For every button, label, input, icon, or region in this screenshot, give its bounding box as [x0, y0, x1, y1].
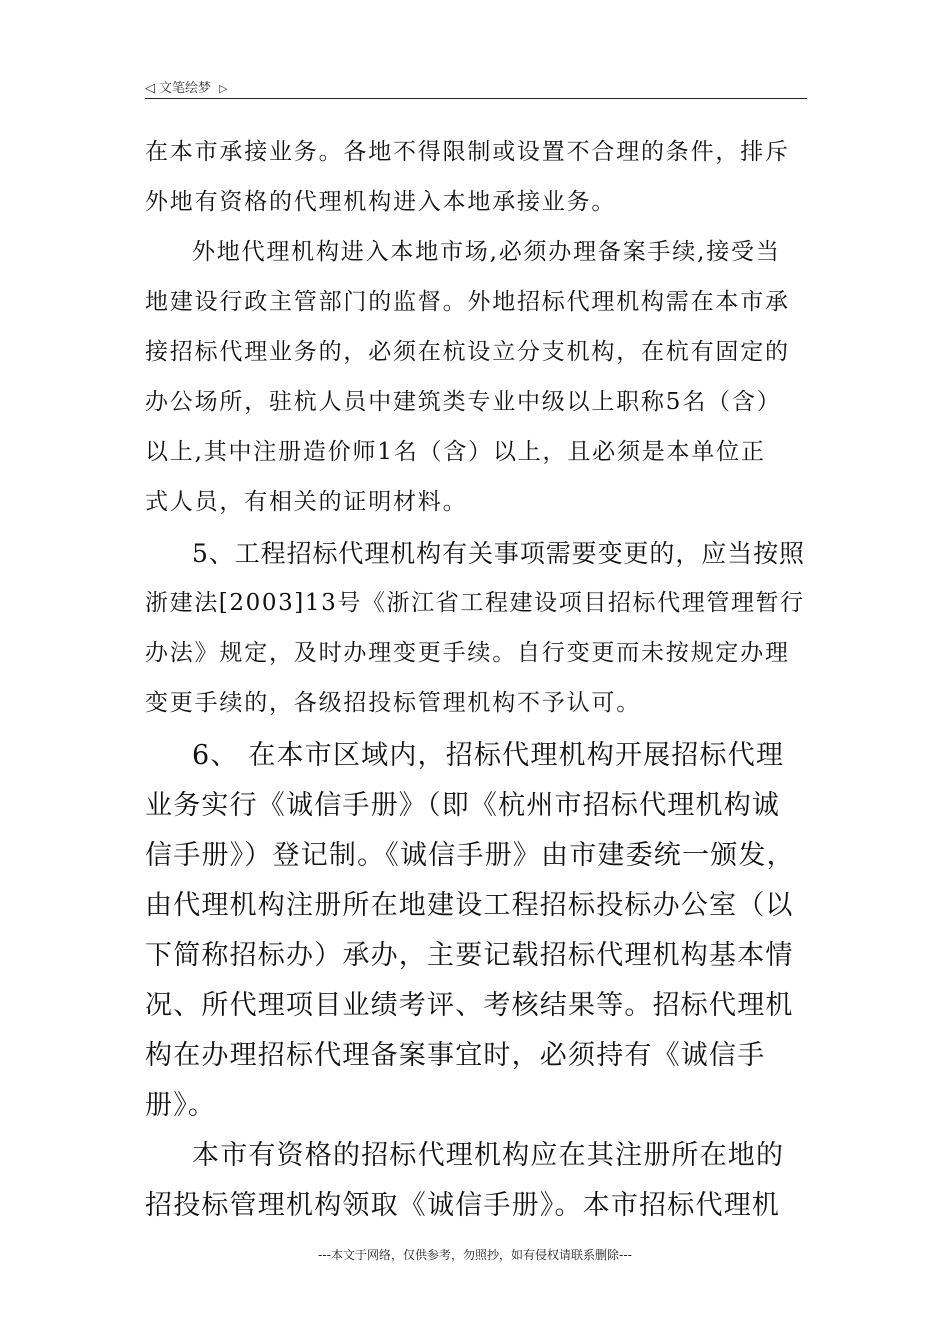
text-line: 由代理机构注册所在地建设工程招标投标办公室（以 — [145, 890, 794, 921]
text-line: 以上,其中注册造价师1名（含）以上，且必须是本单位正 — [145, 439, 766, 465]
text-line: 接招标代理业务的，必须在杭设立分支机构，在杭有固定的 — [145, 339, 790, 365]
text-line: 办公场所，驻杭人员中建筑类专业中级以上职称5名（含） — [145, 389, 782, 415]
header-label — [145, 77, 227, 96]
text-line: 办法》规定，及时办理变更手续。自行变更而未按规定办理 — [145, 640, 790, 666]
text-line: 5、工程招标代理机构有关事项需要变更的，应当按照 — [192, 539, 805, 568]
text-line: 下简称招标办）承办，主要记载招标代理机构基本情 — [145, 940, 794, 971]
text-line: 册》。 — [145, 1090, 217, 1121]
text-line: 变更手续的，各级招投标管理机构不予认可。 — [145, 690, 641, 716]
page-header — [145, 74, 807, 99]
text-line: 浙建法[2003]13号《浙江省工程建设项目招标代理管理暂行 — [145, 590, 805, 616]
text-line: 况、所代理项目业绩考评、考核结果等。招标代理机 — [145, 990, 794, 1021]
text-line: 本市有资格的招标代理机构应在其注册所在地的 — [192, 1140, 785, 1171]
triangle-left-icon: ◁ — [145, 81, 155, 96]
text-line: 6、 在本市区域内，招标代理机构开展招标代理 — [192, 740, 785, 771]
text-line: 外地有资格的代理机构进入本地承接业务。 — [145, 189, 617, 215]
text-line: 信手册》）登记制。《诚信手册》由市建委统一颁发， — [145, 840, 795, 871]
header-title: 文笔绘梦 — [159, 81, 212, 96]
text-line: 外地代理机构进入本地市场,必须办理备案手续,接受当 — [192, 239, 781, 265]
text-line: 在本市承接业务。各地不得限制或设置不合理的条件，排斥 — [145, 139, 790, 165]
text-line: 地建设行政主管部门的监督。外地招标代理机构需在本市承 — [145, 289, 790, 315]
text-line: 式人员，有相关的证明材料。 — [145, 489, 468, 515]
text-line: 业务实行《诚信手册》（即《杭州市招标代理机构诚 — [145, 790, 781, 821]
text-line: 构在办理招标代理备案事宜时，必须持有《诚信手 — [145, 1040, 766, 1071]
text-line: 招投标管理机构领取《诚信手册》。本市招标代理机 — [145, 1190, 781, 1221]
page-footer: ---本文于网络，仅供参考，勿照抄，如有侵权请联系删除--- — [318, 1248, 632, 1262]
triangle-right-icon: ▷ — [219, 82, 228, 95]
